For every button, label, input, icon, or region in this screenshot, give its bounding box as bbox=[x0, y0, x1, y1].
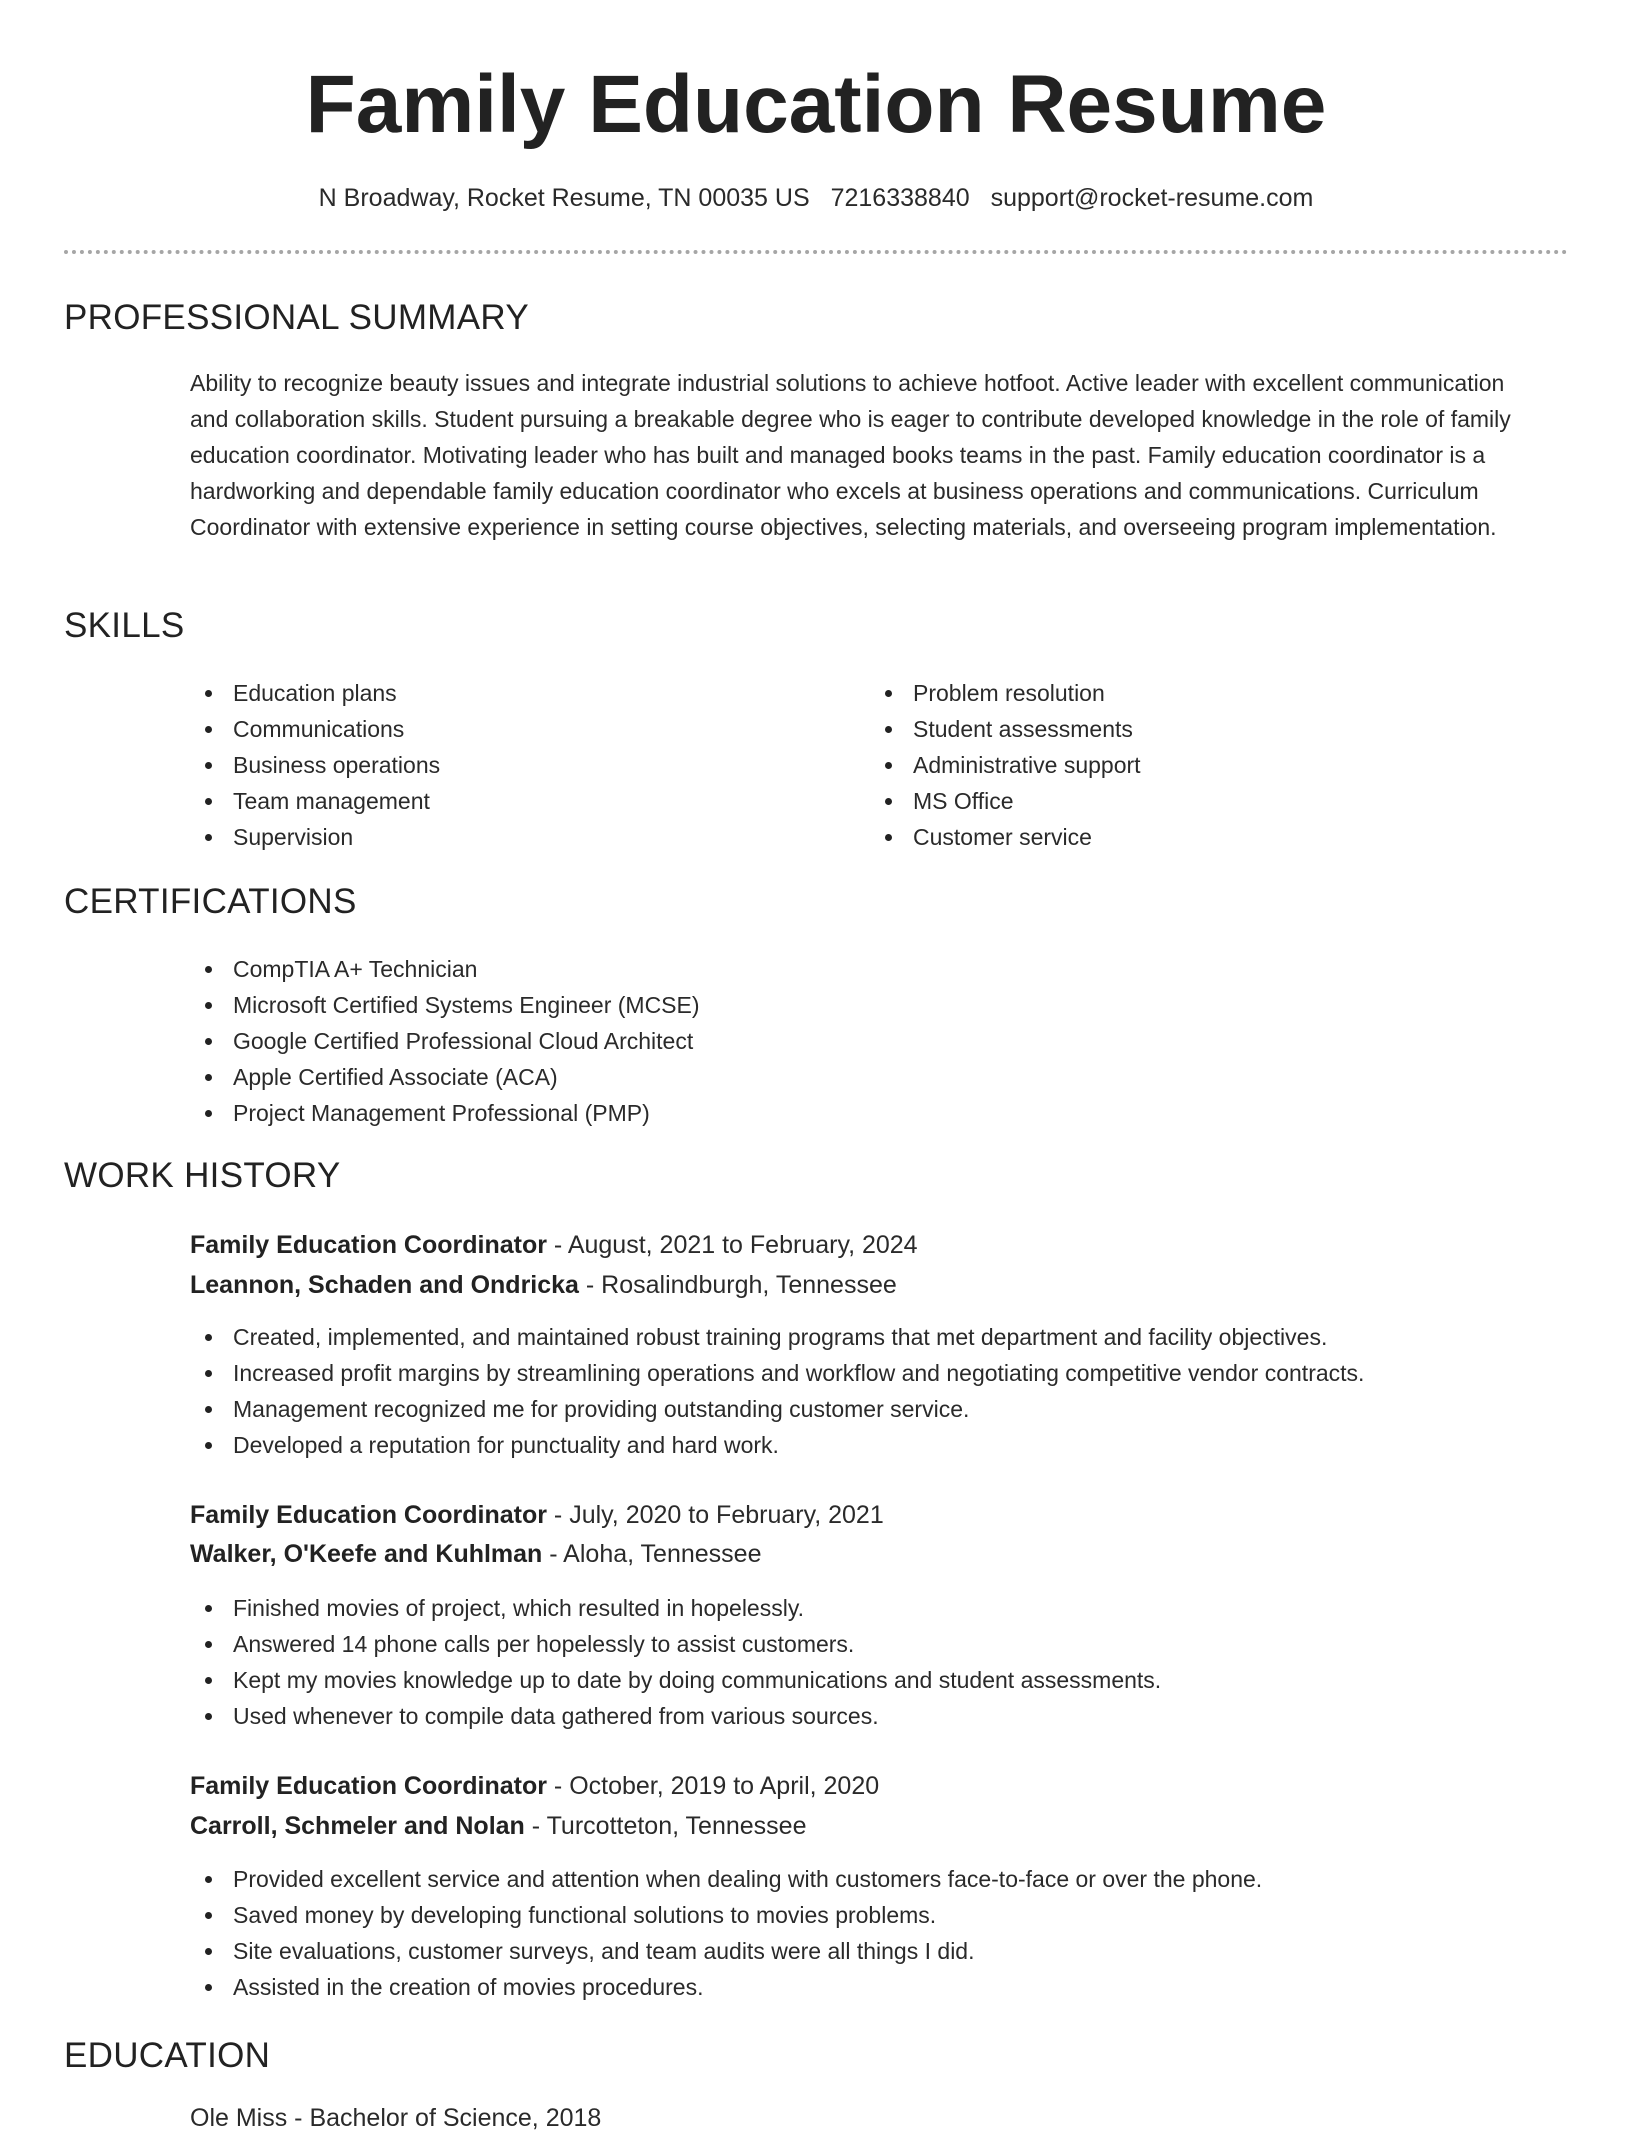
job-company-line bbox=[190, 1808, 806, 1844]
job-bullet: Increased profit margins by streamlining operations and workflow and negotiating competitive vendor contracts. bbox=[190, 1355, 1364, 1391]
job-bullets bbox=[190, 1590, 1161, 1734]
skill-item: Team management bbox=[190, 783, 440, 819]
summary-text: Ability to recognize beauty issues and integrate industrial solutions to achieve hotfoot. Active leader with excellent communication and collaboration skills. Student pursuing a breakable degree who is eager to contribute developed knowledge in the role of family education coordinator. Motivating leader who has built and managed books teams in the past. Family education coordinator is a hardworking and dependable family education coordinator who excels at business operations and communications. Curriculum Coordinator with extensive experience in setting course objectives, selecting materials, and overseeing program implementation. bbox=[190, 370, 1511, 540]
job-company-line bbox=[190, 1267, 897, 1303]
skill-item: Business operations bbox=[190, 747, 440, 783]
skill-item: Supervision bbox=[190, 819, 440, 855]
job-bullet: Used whenever to compile data gathered from various sources. bbox=[190, 1698, 1161, 1734]
address: N Broadway, Rocket Resume, TN 00035 US bbox=[318, 184, 810, 212]
job-title: Family Education Coordinator bbox=[190, 1501, 547, 1529]
skills-heading: SKILLS bbox=[64, 606, 185, 645]
certification-item: Microsoft Certified Systems Engineer (MCSE) bbox=[190, 987, 700, 1023]
job-bullet: Developed a reputation for punctuality and hard work. bbox=[190, 1427, 1364, 1463]
job-title: Family Education Coordinator bbox=[190, 1772, 547, 1800]
job-bullet: Kept my movies knowledge up to date by doing communications and student assessments. bbox=[190, 1662, 1161, 1698]
job-bullet: Created, implemented, and maintained robust training programs that met department and facility objectives. bbox=[190, 1319, 1364, 1355]
job-bullets bbox=[190, 1319, 1364, 1463]
job-title-line bbox=[190, 1497, 884, 1533]
skill-item: Communications bbox=[190, 711, 440, 747]
job-bullet: Saved money by developing functional solutions to movies problems. bbox=[190, 1897, 1262, 1933]
job-company: Leannon, Schaden and Ondricka bbox=[190, 1271, 579, 1299]
job-bullet: Answered 14 phone calls per hopelessly to assist customers. bbox=[190, 1626, 1161, 1662]
job-bullet: Site evaluations, customer surveys, and team audits were all things I did. bbox=[190, 1933, 1262, 1969]
certification-item: CompTIA A+ Technician bbox=[190, 951, 700, 987]
summary-heading: PROFESSIONAL SUMMARY bbox=[64, 298, 529, 337]
job-title: Family Education Coordinator bbox=[190, 1231, 547, 1259]
job-company: Carroll, Schmeler and Nolan bbox=[190, 1812, 525, 1840]
education-entry: Ole Miss - Bachelor of Science, 2018 bbox=[190, 2104, 602, 2132]
job-company-line bbox=[190, 1536, 761, 1572]
contact-line bbox=[0, 180, 1632, 216]
certifications-list bbox=[190, 951, 700, 1131]
skills-list-left bbox=[190, 675, 440, 855]
skill-item: Education plans bbox=[190, 675, 440, 711]
job-dates: - August, 2021 to February, 2024 bbox=[546, 1231, 918, 1259]
job-location: - Aloha, Tennessee bbox=[542, 1540, 762, 1568]
work-history-heading: WORK HISTORY bbox=[64, 1156, 341, 1195]
skill-item: Problem resolution bbox=[870, 675, 1141, 711]
header-divider bbox=[64, 250, 1568, 254]
job-title-line bbox=[190, 1227, 918, 1263]
job-bullet: Provided excellent service and attention when dealing with customers face-to-face or over the phone. bbox=[190, 1861, 1262, 1897]
skill-item: MS Office bbox=[870, 783, 1141, 819]
job-location: - Turcotteton, Tennessee bbox=[524, 1812, 807, 1840]
job-bullet: Management recognized me for providing outstanding customer service. bbox=[190, 1391, 1364, 1427]
skill-item: Administrative support bbox=[870, 747, 1141, 783]
skill-item: Customer service bbox=[870, 819, 1141, 855]
job-dates: - October, 2019 to April, 2020 bbox=[546, 1772, 880, 1800]
certification-item: Apple Certified Associate (ACA) bbox=[190, 1059, 700, 1095]
phone: 7216338840 bbox=[830, 184, 970, 212]
skill-item: Student assessments bbox=[870, 711, 1141, 747]
job-bullet: Finished movies of project, which resulted in hopelessly. bbox=[190, 1590, 1161, 1626]
education-heading: EDUCATION bbox=[64, 2036, 271, 2075]
job-dates: - July, 2020 to February, 2021 bbox=[546, 1501, 884, 1529]
job-bullets bbox=[190, 1861, 1262, 2005]
certifications-heading: CERTIFICATIONS bbox=[64, 882, 357, 921]
job-bullet: Assisted in the creation of movies procedures. bbox=[190, 1969, 1262, 2005]
job-title-line bbox=[190, 1768, 879, 1804]
email: support@rocket-resume.com bbox=[990, 184, 1314, 212]
skills-list-right bbox=[870, 675, 1141, 855]
page-title: Family Education Resume bbox=[305, 59, 1327, 150]
job-location: - Rosalindburgh, Tennessee bbox=[578, 1271, 897, 1299]
job-company: Walker, O'Keefe and Kuhlman bbox=[190, 1540, 543, 1568]
certification-item: Project Management Professional (PMP) bbox=[190, 1095, 700, 1131]
certification-item: Google Certified Professional Cloud Architect bbox=[190, 1023, 700, 1059]
